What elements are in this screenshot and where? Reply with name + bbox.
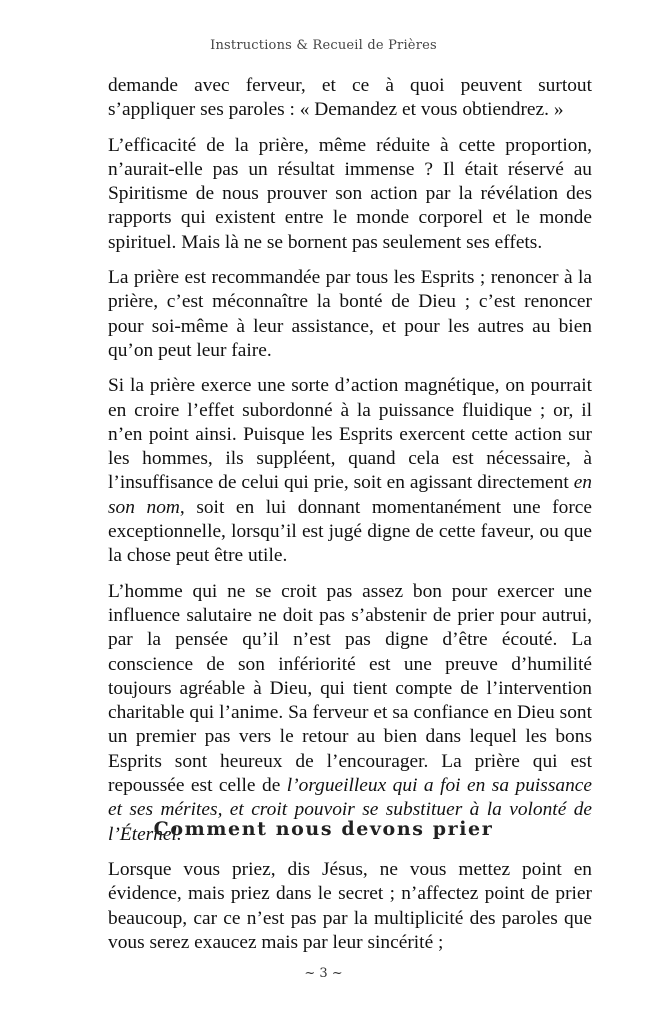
- section-paragraph: Lorsque vous priez, dis Jésus, ne vous mettez point en évidence, mais priez dans le secret ; n’affectez point de prier beaucoup, car ce n’est pas par la multiplicité des paroles que vous serez exaucez mais par leur sincérité ;: [108, 859, 592, 953]
- paragraph-5-text: L’homme qui ne se croit pas assez bon pour exercer une influence salutaire ne doit pas s’abstenir de prier pour autrui, par la pensée qu’il n’est pas digne d’être écouté. La conscience de son infériorité est une preuve d’humilité toujours agréable à Dieu, qui tient compte de l’intervention charitable qui l’anime. Sa ferveur et sa confiance en Dieu sont un premier pas vers le retour au bien dans lequel les bons Esprits sont heureux de l’encourager. La prière qui est repoussée est celle de: [108, 580, 592, 797]
- page-number: ~ 3 ~: [304, 966, 343, 981]
- paragraph-3: La prière est recommandée par tous les Esprits ; renoncer à la prière, c’est méconnaître la bonté de Dieu ; c’est renoncer pour soi-même à leur assistance, et pour les autres au bien qu’on peut leur faire.: [108, 267, 592, 361]
- section-heading: Comment nous devons prier: [153, 818, 494, 840]
- paragraph-4: [108, 374, 592, 568]
- paragraph-4-italic: en son nom: [108, 472, 592, 518]
- paragraph-5-italic: l’orgueilleux qui a foi en sa puissance et ses mérites, et croit pouvoir se substituer à la volonté de l’Éternel.: [108, 775, 592, 845]
- paragraph-5: [108, 580, 592, 847]
- paragraph-1: demande avec ferveur, et ce à quoi peuvent surtout s’appliquer ses paroles : « Demandez et vous obtiendrez. »: [108, 75, 592, 121]
- paragraph-2: L’efficacité de la prière, même réduite à cette proportion, n’aurait-elle pas un résultat immense ? Il était réservé au Spiritisme de nous prouver son action par la révélation des rapports qui existent entre le monde corporel et le monde spirituel. Mais là ne se bornent pas seulement ses effets.: [108, 134, 592, 253]
- paragraph-4-text-a: Si la prière exerce une sorte d’action magnétique, on pourrait en croire l’effet subordonné à la puissance fluidique ; or, il n’en point ainsi. Puisque les Esprits exercent cette action sur les hommes, ils suppléent, quand cela est nécessaire, à l’insuffisance de celui qui prie, soit en agissant directement: [108, 375, 592, 494]
- body-text-block: [108, 74, 592, 847]
- running-header: Instructions & Recueil de Prières: [210, 38, 437, 53]
- paragraph-4-text-b: , soit en lui donnant momentanément une force exceptionnelle, lorsqu’il est jugé digne de cette faveur, ou que la chose peut être utile.: [108, 496, 592, 567]
- section-body: [108, 858, 592, 955]
